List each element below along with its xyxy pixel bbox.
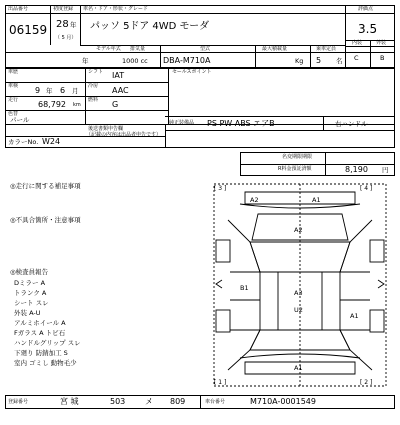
capacity: 5 <box>316 56 322 65</box>
svg-text:[ 1 ]: [ 1 ] <box>214 379 227 386</box>
color-no: W24 <box>42 137 61 146</box>
grade: 3.5 <box>358 22 378 36</box>
displacement: 1000 cc <box>122 57 148 65</box>
lot-label: 出品番号 <box>8 6 29 12</box>
report-list <box>14 280 81 370</box>
displacement-label: 排気量 <box>130 46 146 52</box>
inspection-year-unit: 年 <box>46 87 53 95</box>
mark-a2-rear: A2 <box>250 196 259 204</box>
options-label: 純正装備品 <box>169 120 195 126</box>
steering: 右ハンドル <box>335 120 368 128</box>
shift-label: シフト <box>88 69 104 75</box>
model-code: DBA-M710A <box>163 56 211 65</box>
inspection-month-unit: 月 <box>72 87 79 95</box>
color-no-label: カラーNo. <box>8 138 39 146</box>
model-label: 型式 <box>200 46 211 52</box>
shift: IAT <box>112 71 125 80</box>
seller-notes-label: ◎走行に関する補足事項 <box>10 182 81 190</box>
capacity-label: 乗車定員 <box>316 46 337 52</box>
report-line: 下廻り 防錆加工 S <box>14 349 68 357</box>
exterior-label: 外装 <box>376 40 387 46</box>
inspection-year: 9 <box>35 86 41 95</box>
capacity-unit: 名 <box>336 57 343 65</box>
mark-b1-left: B1 <box>240 284 249 292</box>
model-year-unit: 年 <box>82 57 89 65</box>
mileage-unit: km <box>73 102 81 108</box>
region: 宮 城 <box>60 397 79 406</box>
report-line: Fガラス A トビ石 <box>14 329 66 337</box>
history-label: 車歴 <box>8 69 19 75</box>
inspection-month: 6 <box>60 86 66 95</box>
first-reg-year: 28 <box>56 19 69 30</box>
recycle-label: R料金預託済額 <box>278 166 312 172</box>
mark-a1-rear: A1 <box>312 196 321 204</box>
mark-a2-roof: A2 <box>294 226 303 234</box>
exterior-grade: B <box>380 54 385 62</box>
svg-text:[ 2 ]: [ 2 ] <box>360 379 373 386</box>
recycle-amount: 8,190 <box>345 165 368 174</box>
reg-expiry-label: 名変期限期限 <box>282 154 313 160</box>
interior-label: 内装 <box>352 40 363 46</box>
max-load-label: 最大積載量 <box>262 46 288 52</box>
mark-a3-center: A3 <box>294 289 303 297</box>
car-diagram <box>210 180 390 390</box>
color-name: パール <box>10 116 30 124</box>
plate-no: 809 <box>170 397 186 406</box>
fuel: G <box>112 100 119 109</box>
grade-label: 評価点 <box>358 6 374 12</box>
defects-label: ◎不具合箇所・注意事項 <box>10 216 81 224</box>
car-name-label: 車名・ドア・形状・グレード <box>83 6 148 12</box>
chassis-label: 車台番号 <box>205 399 226 405</box>
mark-a1-front: A1 <box>294 364 303 372</box>
report-line: Dミラー A <box>14 279 46 287</box>
svg-text:[ 3 ]: [ 3 ] <box>214 185 227 192</box>
interior-grade: C <box>354 54 359 62</box>
lot-number: 06159 <box>9 23 48 37</box>
model-year-label: モデル年式 <box>96 46 121 52</box>
svg-text:[ 4 ]: [ 4 ] <box>360 185 373 192</box>
car-name: パッソ 5ドア 4WD モーダ <box>90 21 210 32</box>
chassis: M710A-0001549 <box>250 397 316 406</box>
sales-point-label: セールスポイント <box>172 69 212 75</box>
report-line: 外装 A-U <box>14 309 41 317</box>
mark-a1-right: A1 <box>350 312 359 320</box>
fuel-label: 燃料 <box>88 97 99 103</box>
kana: メ <box>145 397 153 406</box>
mileage-label: 走行 <box>8 97 19 103</box>
recycle-unit: 円 <box>382 166 389 174</box>
first-reg-label: 初度登録 <box>53 6 74 12</box>
inspection-label: 車検 <box>8 83 19 89</box>
max-load-unit: Kg <box>295 57 304 65</box>
report-line: シート スレ <box>14 299 49 307</box>
options: PS PW ABS エアB <box>207 119 275 128</box>
inspector-label: ◎検査員報告 <box>10 268 49 276</box>
mark-u2-center: U2 <box>294 306 303 314</box>
ac-label: 冷房 <box>88 83 99 89</box>
report-line: アルミホイール A <box>14 319 66 327</box>
report-line: 室内 ゴミし 動物毛少 <box>14 359 77 367</box>
cert-note: （記載の内容は出品者申告です） <box>86 132 162 138</box>
report-line: トランク A <box>14 289 47 297</box>
first-reg-year-unit: 年 <box>70 21 77 29</box>
reg-label: 登録番号 <box>8 399 29 405</box>
color-label: 色替 <box>8 111 19 117</box>
class-no: 503 <box>110 397 126 406</box>
mileage: 68,792 <box>38 100 66 109</box>
ac: AAC <box>112 86 129 95</box>
cert-label: 後送書類申告欄 <box>88 126 124 132</box>
first-reg-month: （ 5 月） <box>55 35 77 41</box>
report-line: ハンドルグリップ スレ <box>14 339 81 347</box>
